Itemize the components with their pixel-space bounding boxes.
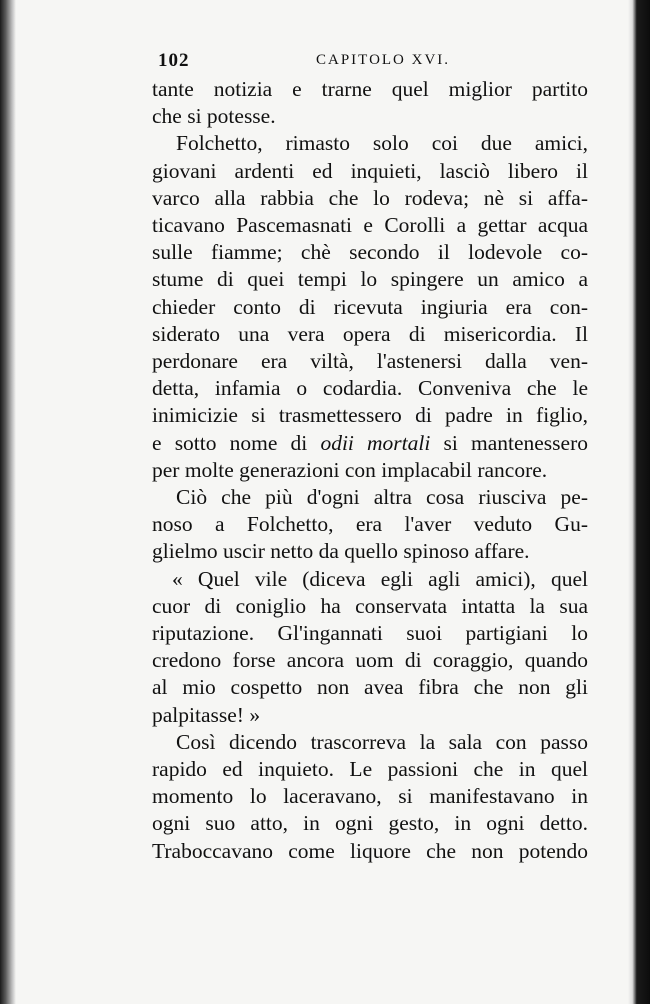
text-line: chieder conto di ricevuta ingiuria era con- [152, 294, 588, 319]
page-header [158, 50, 588, 76]
paragraph-start-line: « Quel vile (diceva egli agli amici), quel [172, 566, 588, 591]
text-line: cuor di coniglio ha conservata intatta la sua [152, 593, 588, 618]
text-line: perdonare era viltà, l'astenersi dalla ven- [152, 349, 588, 374]
text-line: Traboccavano come liquore che non potendo [152, 838, 588, 863]
text-line: rapido ed inquieto. Le passioni che in quel [152, 757, 588, 782]
body-text [152, 76, 588, 865]
text-line: al mio cospetto non avea fibra che non gli [152, 675, 588, 700]
text-line: ogni suo atto, in ogni gesto, in ogni detto. [152, 811, 588, 836]
text-line: riputazione. Gl'ingannati suoi partigiani lo [152, 621, 588, 646]
text-line: per molte generazioni con implacabil rancore. [152, 457, 548, 482]
text-line: noso a Folchetto, era l'aver veduto Gu- [152, 512, 588, 537]
text-line-with-italic [152, 430, 588, 457]
text-segment: e sotto nome di [152, 430, 308, 455]
paragraph-start-line: Folchetto, rimasto solo coi due amici, [176, 131, 588, 156]
italic-phrase: odii mortali [320, 430, 431, 455]
text-line: sulle fiamme; chè secondo il lodevole co- [152, 240, 588, 265]
text-line: stume di quei tempi lo spingere un amico a [152, 267, 588, 292]
book-binding-shadow [0, 0, 16, 1004]
text-line: varco alla rabbia che lo rodeva; nè si affa- [152, 185, 588, 210]
text-line: siderato una vera opera di misericordia. Il [152, 321, 588, 346]
page-number: 102 [158, 50, 190, 71]
page-edge-shadow [628, 0, 650, 1004]
text-line: detta, infamia o codardia. Conveniva che le [152, 376, 588, 401]
paragraph-start-line: Ciò che più d'ogni altra cosa riusciva pe- [176, 485, 588, 510]
text-line: ticavano Pascemasnati e Corolli a gettar acqua [152, 213, 588, 238]
paragraph-start-line: Così dicendo trascorreva la sala con passo [176, 729, 588, 754]
running-head: CAPITOLO XVI. [316, 52, 451, 68]
text-line: momento lo laceravano, si manifestavano in [152, 784, 588, 809]
text-line: che si potesse. [152, 104, 276, 129]
text-line: inimicizie si trasmettessero di padre in figlio, [152, 403, 588, 428]
text-line: giovani ardenti ed inquieti, lasciò libero il [152, 158, 588, 183]
text-line: palpitasse! » [152, 702, 261, 727]
text-line: tante notizia e trarne quel miglior partito [152, 77, 588, 101]
text-line: credono forse ancora uom di coraggio, quando [152, 648, 588, 673]
text-line: glielmo uscir netto da quello spinoso affare. [152, 539, 530, 564]
text-segment: si mantenessero [443, 430, 588, 455]
